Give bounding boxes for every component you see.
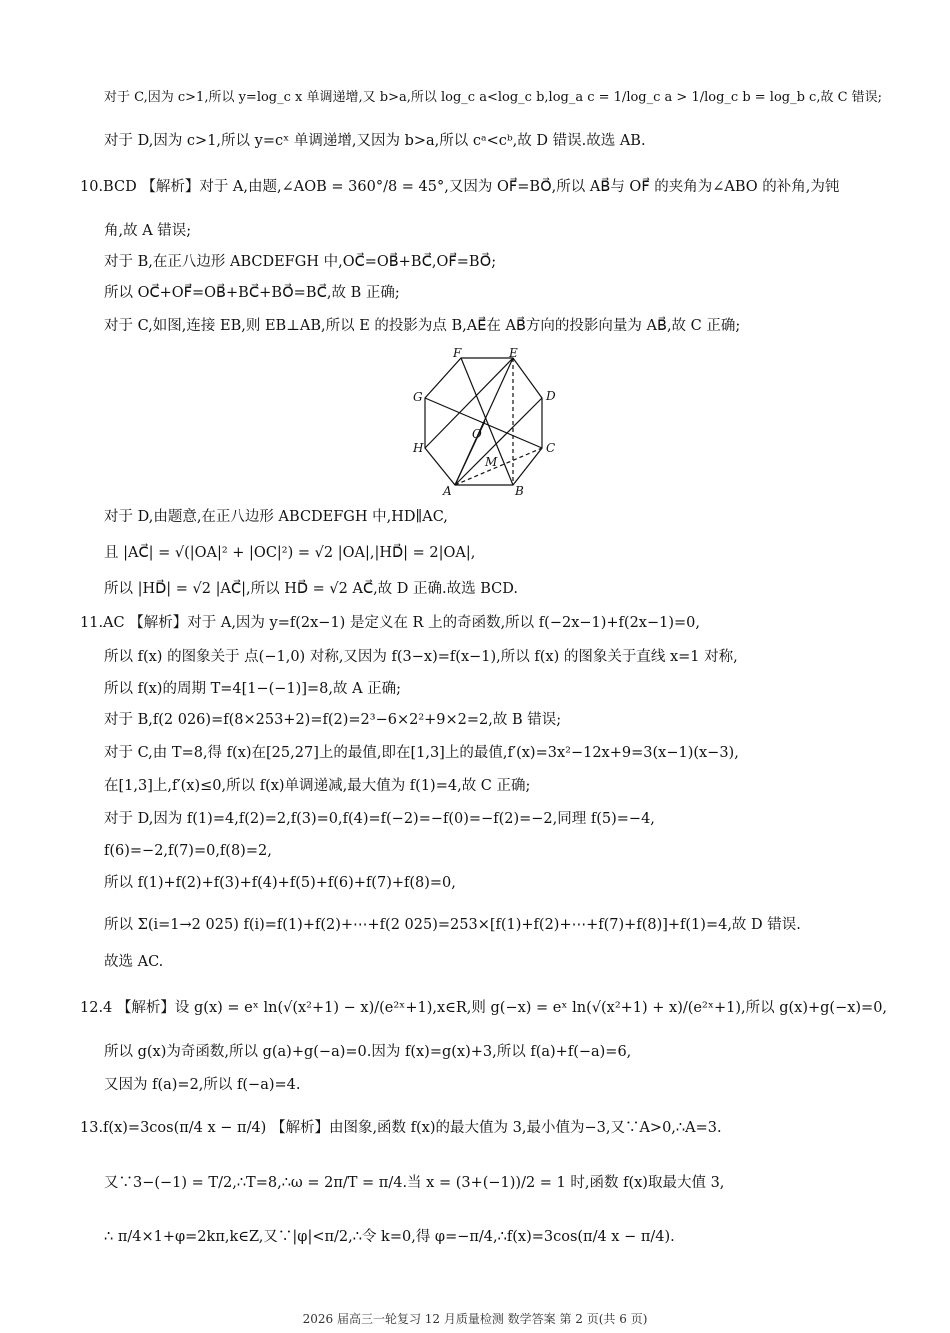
page-footer: 2026 届高三一轮复习 12 月质量检测 数学答案 第 2 页(共 6 页) bbox=[302, 1312, 648, 1326]
text-line: 对于 C,由 T=8,得 f(x)在[25,27]上的最值,即在[1,3]上的最值,f′(x)=3x²−12x+9=3(x−1)(x−3), bbox=[104, 745, 739, 761]
text-line: 所以 f(1)+f(2)+f(3)+f(4)+f(5)+f(6)+f(7)+f(8)=0, bbox=[104, 875, 456, 891]
answer-11: 11.AC 【解析】对于 A,因为 y=f(2x−1) 是定义在 R 上的奇函数,所以 f(−2x−1)+f(2x−1)=0, bbox=[80, 615, 700, 631]
text-line: 对于 C,如图,连接 EB,则 EB⊥AB,所以 E 的投影为点 B,AE⃗在 AB⃗方向的投影向量为 AB⃗,故 C 正确; bbox=[104, 318, 741, 334]
label-f: F bbox=[453, 348, 462, 360]
text-line: 且 |AC⃗| = √(|OA|² + |OC|²) = √2 |OA|,|HD⃗| = 2|OA|, bbox=[104, 545, 476, 561]
label-m: M bbox=[485, 455, 498, 469]
text-line: f(6)=−2,f(7)=0,f(8)=2, bbox=[104, 843, 272, 859]
text-line: 在[1,3]上,f′(x)≤0,所以 f(x)单调递减,最大值为 f(1)=4,故 C 正确; bbox=[104, 778, 531, 794]
label-g: G bbox=[413, 390, 423, 404]
label-o: O bbox=[472, 427, 482, 441]
text-line: 所以 f(x) 的图象关于 点(−1,0) 对称,又因为 f(3−x)=f(x−1),所以 f(x) 的图象关于直线 x=1 对称, bbox=[104, 649, 738, 665]
answer-13: 13.f(x)=3cos(π/4 x − π/4) 【解析】由图象,函数 f(x)的最大值为 3,最小值为−3,又∵A>0,∴A=3. bbox=[80, 1120, 722, 1136]
text-line: 所以 OC⃗+OF⃗=OB⃗+BC⃗+BO⃗=BC⃗,故 B 正确; bbox=[104, 285, 400, 301]
text-line: 对于 C,因为 c>1,所以 y=log_c x 单调递增,又 b>a,所以 log_c a<log_c b,log_a c = 1/log_c a > 1/log_c b = log_b c,故 C 错误; bbox=[104, 90, 883, 105]
text-line: 对于 B,在正八边形 ABCDEFGH 中,OC⃗=OB⃗+BC⃗,OF⃗=BO⃗; bbox=[104, 254, 497, 270]
text-line: 又因为 f(a)=2,所以 f(−a)=4. bbox=[104, 1077, 301, 1093]
answer-12: 12.4 【解析】设 g(x) = eˣ ln(√(x²+1) − x)/(e²ˣ+1),x∈R,则 g(−x) = eˣ ln(√(x²+1) + x)/(e²ˣ+1),所以 g(x)+g(−x)=0, bbox=[80, 1000, 888, 1016]
label-h: H bbox=[413, 441, 424, 455]
label-c: C bbox=[546, 441, 556, 455]
text-line: 所以 f(x)的周期 T=4[1−(−1)]=8,故 A 正确; bbox=[104, 681, 402, 697]
text-line: 又∵3−(−1) = T/2,∴T=8,∴ω = 2π/T = π/4.当 x = (3+(−1))/2 = 1 时,函数 f(x)取最大值 3, bbox=[104, 1175, 725, 1191]
text-line: 所以 |HD⃗| = √2 |AC⃗|,所以 HD⃗ = √2 AC⃗,故 D 正确.故选 BCD. bbox=[104, 581, 518, 597]
label-d: D bbox=[546, 389, 556, 403]
text-line: 所以 g(x)为奇函数,所以 g(a)+g(−a)=0.因为 f(x)=g(x)+3,所以 f(a)+f(−a)=6, bbox=[104, 1044, 632, 1060]
diagonal-ad bbox=[455, 398, 542, 485]
text-line: 对于 D,因为 c>1,所以 y=cˣ 单调递增,又因为 b>a,所以 cᵃ<cᵇ,故 D 错误.故选 AB. bbox=[104, 133, 646, 149]
text-line: 角,故 A 错误; bbox=[104, 223, 192, 239]
octagon-figure bbox=[405, 348, 575, 496]
label-b: B bbox=[515, 484, 524, 496]
text-line: ∴ π/4×1+φ=2kπ,k∈Z,又∵|φ|<π/2,∴令 k=0,得 φ=−π/4,∴f(x)=3cos(π/4 x − π/4). bbox=[104, 1229, 675, 1245]
text-line: 对于 D,因为 f(1)=4,f(2)=2,f(3)=0,f(4)=f(−2)=−f(0)=−f(2)=−2,同理 f(5)=−4, bbox=[104, 811, 655, 827]
text-line: 故选 AC. bbox=[104, 954, 164, 970]
text-line: 对于 D,由题意,在正八边形 ABCDEFGH 中,HD∥AC, bbox=[104, 509, 448, 525]
dashed-ac bbox=[455, 448, 542, 485]
answer-10: 10.BCD 【解析】对于 A,由题,∠AOB = 360°/8 = 45°,又因为 OF⃗=BO⃗,所以 AB⃗与 OF⃗ 的夹角为∠ABO 的补角,为钝 bbox=[80, 179, 840, 195]
label-a: A bbox=[443, 484, 452, 496]
text-line: 对于 B,f(2 026)=f(8×253+2)=f(2)=2³−6×2²+9×2=2,故 B 错误; bbox=[104, 712, 562, 728]
label-e: E bbox=[509, 348, 518, 360]
text-line: 所以 Σ(i=1→2 025) f(i)=f(1)+f(2)+⋯+f(2 025)=253×[f(1)+f(2)+⋯+f(7)+f(8)]+f(1)=4,故 D 错误. bbox=[104, 917, 801, 933]
